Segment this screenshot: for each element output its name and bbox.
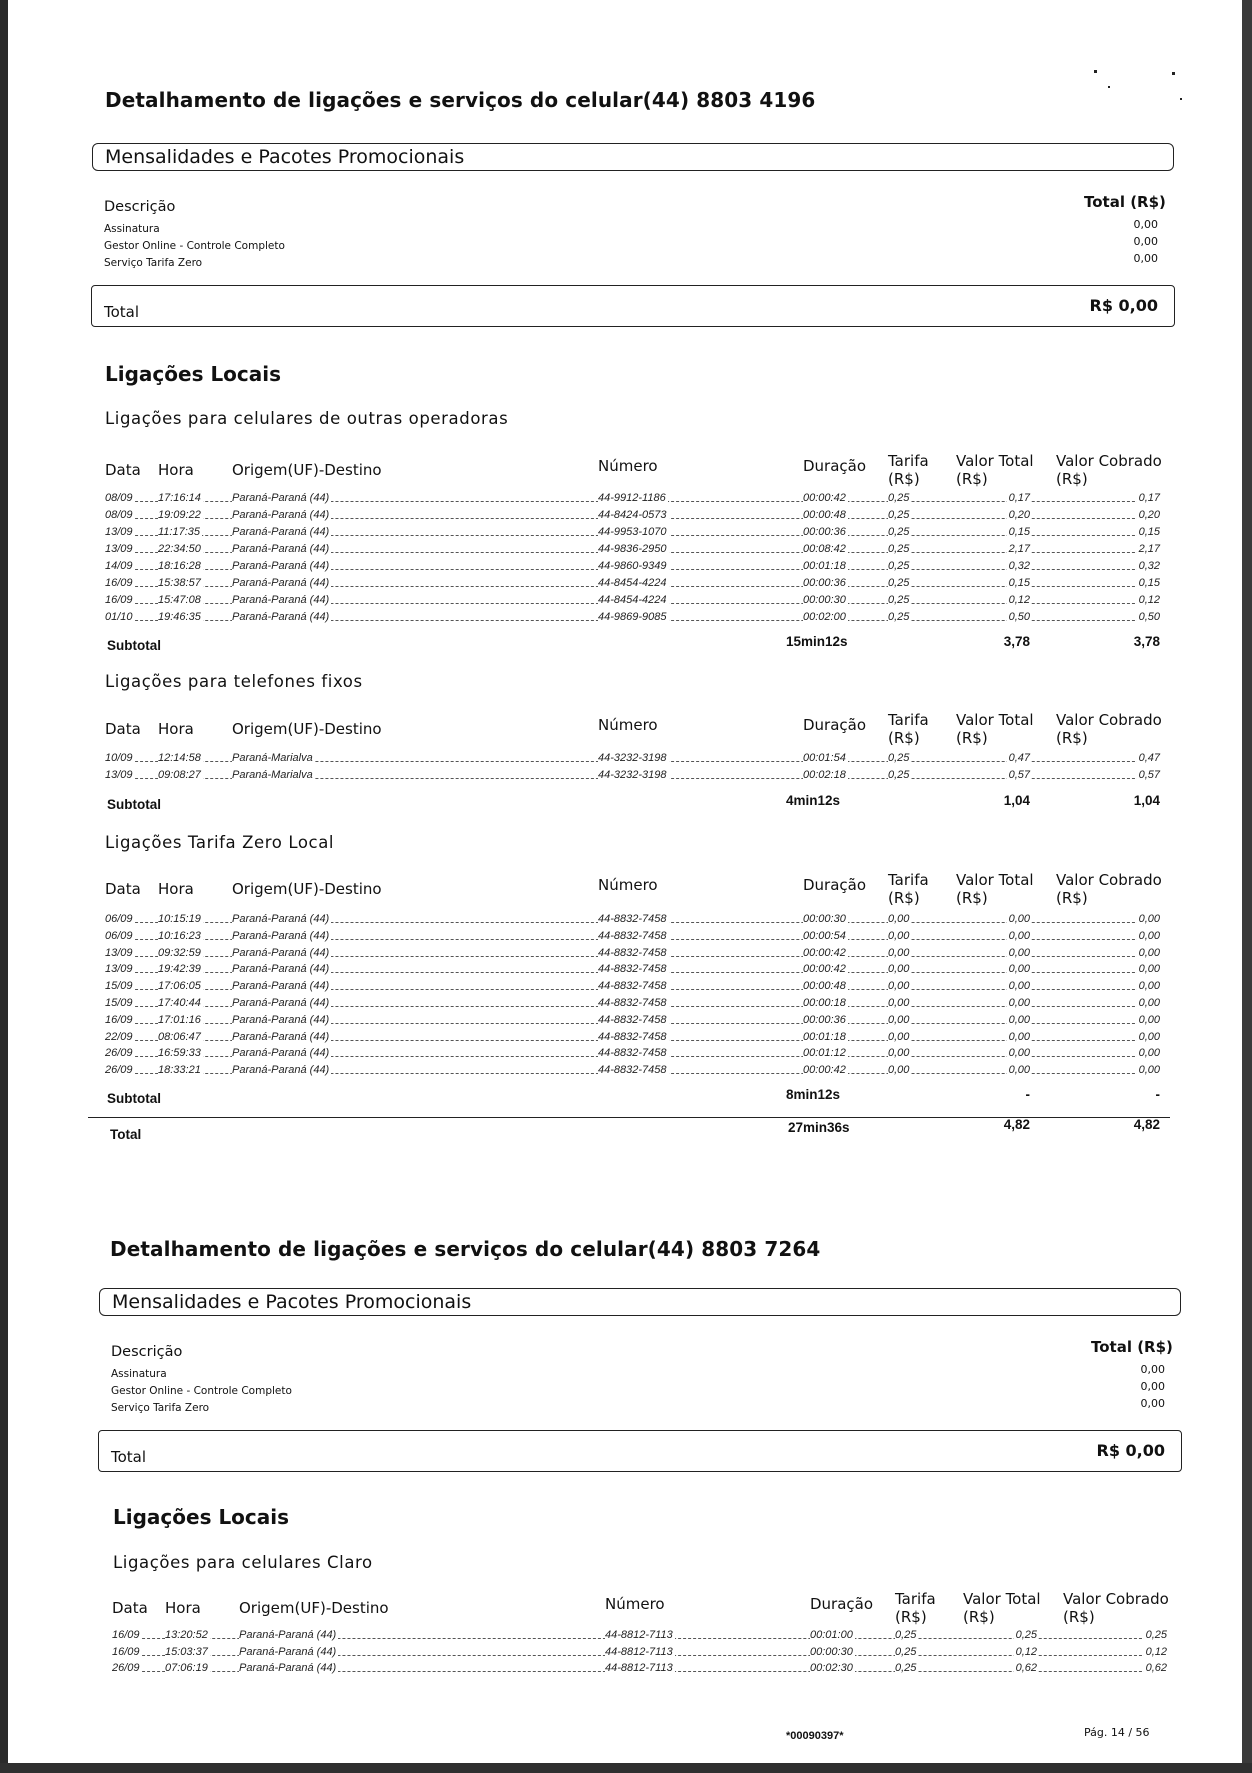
col-header-duracao: Duração bbox=[803, 457, 867, 475]
cell-origem: Paraná-Paraná (44) bbox=[232, 913, 330, 925]
cell-duracao: 00:00:48 bbox=[803, 509, 846, 521]
cell-numero: 44-8832-7458 bbox=[598, 946, 667, 959]
mensalidades-total-label: Total bbox=[104, 303, 140, 321]
cell-hora: 19:42:39 bbox=[158, 963, 201, 976]
cell-origem: Paraná-Marialva bbox=[232, 752, 313, 764]
group-title: Ligações Tarifa Zero Local bbox=[105, 833, 335, 852]
cell-valor-cobrado: 0,20 bbox=[1138, 509, 1160, 521]
ligacoes-locais-title: Ligações Locais bbox=[105, 362, 282, 386]
col-header-data: Data bbox=[105, 880, 141, 898]
cell-duracao: 00:01:12 bbox=[803, 1047, 846, 1060]
col-header-tarifa: Tarifa (R$) bbox=[888, 452, 929, 488]
col-header-hora: Hora bbox=[158, 461, 194, 479]
col-header-duracao: Duração bbox=[803, 716, 867, 734]
cell-data: 16/09 bbox=[105, 577, 133, 589]
cell-valor-cobrado: 0,17 bbox=[1138, 492, 1160, 504]
cell-duracao: 00:02:00 bbox=[803, 611, 846, 623]
col-header-origem: Origem(UF)-Destino bbox=[232, 880, 382, 898]
table-row bbox=[0, 611, 1252, 627]
cell-numero: 44-9953-1070 bbox=[598, 526, 667, 538]
cell-valor-cobrado: 0,00 bbox=[1138, 913, 1160, 925]
cell-valor-cobrado: 0,00 bbox=[1138, 1030, 1160, 1043]
cell-duracao: 00:00:30 bbox=[803, 594, 846, 606]
cell-valor-cobrado: 0,47 bbox=[1138, 752, 1160, 764]
cell-duracao: 00:00:36 bbox=[803, 577, 846, 589]
service-item-value: 0,00 bbox=[1133, 252, 1158, 265]
table-row bbox=[0, 980, 1252, 996]
cell-valor-cobrado: 0,57 bbox=[1138, 769, 1160, 781]
scan-speck bbox=[1094, 70, 1097, 73]
cell-valor-total: 0,00 bbox=[1008, 1030, 1030, 1043]
cell-tarifa: 0,25 bbox=[888, 526, 910, 538]
cell-duracao: 00:01:00 bbox=[810, 1629, 853, 1641]
table-row bbox=[0, 913, 1252, 929]
cell-valor-total: 0,47 bbox=[1008, 752, 1030, 764]
cell-valor-total: 0,00 bbox=[1008, 913, 1030, 925]
scan-speck bbox=[1172, 72, 1175, 75]
cell-numero: 44-8832-7458 bbox=[598, 929, 667, 942]
col-header-numero: Número bbox=[598, 716, 658, 734]
cell-valor-total: 0,32 bbox=[1008, 560, 1030, 572]
cell-tarifa: 0,25 bbox=[888, 611, 910, 623]
cell-duracao: 00:01:54 bbox=[803, 752, 846, 764]
table-row bbox=[0, 492, 1252, 508]
service-item: Gestor Online - Controle Completo bbox=[111, 1385, 292, 1397]
group-title: Ligações para celulares de outras operadoras bbox=[105, 409, 509, 428]
cell-origem: Paraná-Paraná (44) bbox=[232, 929, 330, 942]
cell-valor-cobrado: 0,00 bbox=[1138, 1047, 1160, 1060]
cell-valor-cobrado: 0,00 bbox=[1138, 980, 1160, 993]
col-header-valor-total: Valor Total (R$) bbox=[956, 711, 1034, 747]
cell-valor-total: 0,00 bbox=[1008, 946, 1030, 959]
table-row bbox=[0, 509, 1252, 525]
cell-hora: 12:14:58 bbox=[158, 752, 201, 764]
cell-data: 16/09 bbox=[105, 594, 133, 606]
cell-hora: 11:17:35 bbox=[158, 526, 201, 538]
col-header-valor-total: Valor Total (R$) bbox=[956, 871, 1034, 907]
cell-valor-total: 0,00 bbox=[1008, 997, 1030, 1009]
table-row bbox=[0, 560, 1252, 576]
cell-data: 26/09 bbox=[105, 1047, 133, 1060]
cell-origem: Paraná-Paraná (44) bbox=[232, 1030, 330, 1043]
cell-valor-cobrado: 0,12 bbox=[1145, 1645, 1167, 1658]
cell-data: 06/09 bbox=[105, 913, 133, 925]
descricao-label: Descrição bbox=[104, 199, 176, 215]
cell-hora: 22:34:50 bbox=[158, 543, 201, 555]
col-header-duracao: Duração bbox=[810, 1595, 874, 1613]
cell-numero: 44-8424-0573 bbox=[598, 509, 667, 521]
cell-data: 13/09 bbox=[105, 769, 133, 781]
cell-valor-total: 0,00 bbox=[1008, 980, 1030, 993]
subtotal-duracao: 15min12s bbox=[786, 634, 848, 649]
cell-hora: 17:06:05 bbox=[158, 980, 201, 993]
cell-valor-cobrado: 0,00 bbox=[1138, 946, 1160, 959]
cell-data: 06/09 bbox=[105, 929, 133, 942]
cell-origem: Paraná-Paraná (44) bbox=[232, 1047, 330, 1060]
cell-hora: 08:06:47 bbox=[158, 1030, 201, 1043]
cell-origem: Paraná-Paraná (44) bbox=[232, 963, 330, 976]
cell-data: 14/09 bbox=[105, 560, 133, 572]
table-row bbox=[0, 1064, 1252, 1080]
cell-valor-total: 0,20 bbox=[1008, 509, 1030, 521]
total-rs-label: Total (R$) bbox=[1084, 193, 1166, 211]
service-item: Serviço Tarifa Zero bbox=[104, 257, 203, 269]
table-row bbox=[0, 1031, 1252, 1047]
cell-data: 08/09 bbox=[105, 509, 133, 521]
col-header-valor-cobrado: Valor Cobrado (R$) bbox=[1056, 452, 1162, 488]
table-row bbox=[0, 1662, 1252, 1678]
cell-numero: 44-9836-2950 bbox=[598, 543, 667, 555]
cell-tarifa: 0,00 bbox=[888, 1047, 910, 1060]
cell-data: 13/09 bbox=[105, 543, 133, 555]
cell-duracao: 00:00:30 bbox=[810, 1645, 853, 1658]
table-row bbox=[0, 526, 1252, 542]
cell-tarifa: 0,25 bbox=[888, 594, 910, 606]
col-header-hora: Hora bbox=[158, 720, 194, 738]
service-item: Assinatura bbox=[111, 1368, 167, 1380]
scan-speck bbox=[1180, 98, 1182, 100]
cell-duracao: 00:00:18 bbox=[803, 997, 846, 1009]
cell-data: 26/09 bbox=[105, 1064, 133, 1077]
section-title: Detalhamento de ligações e serviços do celular(44) 8803 4196 bbox=[105, 88, 816, 112]
subtotal-valor-total: - bbox=[1025, 1087, 1030, 1102]
cell-data: 13/09 bbox=[105, 946, 133, 959]
cell-valor-cobrado: 0,15 bbox=[1138, 577, 1160, 589]
cell-hora: 15:03:37 bbox=[165, 1645, 208, 1658]
cell-data: 13/09 bbox=[105, 526, 133, 538]
cell-duracao: 00:00:36 bbox=[803, 1013, 846, 1026]
cell-valor-total: 0,12 bbox=[1015, 1645, 1037, 1658]
cell-numero: 44-8832-7458 bbox=[598, 980, 667, 993]
grand-total-label: Total bbox=[110, 1127, 142, 1142]
cell-origem: Paraná-Paraná (44) bbox=[232, 1064, 330, 1077]
cell-duracao: 00:01:18 bbox=[803, 560, 846, 572]
table-row bbox=[0, 947, 1252, 963]
table-row bbox=[0, 997, 1252, 1013]
cell-hora: 19:46:35 bbox=[158, 611, 201, 623]
cell-valor-total: 0,15 bbox=[1008, 526, 1030, 538]
cell-numero: 44-8832-7458 bbox=[598, 1030, 667, 1043]
cell-duracao: 00:00:54 bbox=[803, 929, 846, 942]
col-header-origem: Origem(UF)-Destino bbox=[232, 461, 382, 479]
cell-tarifa: 0,25 bbox=[888, 577, 910, 589]
cell-tarifa: 0,00 bbox=[888, 1013, 910, 1026]
subtotal-valor-total: 1,04 bbox=[1003, 793, 1030, 808]
mensalidades-header: Mensalidades e Pacotes Promocionais bbox=[112, 1291, 472, 1313]
cell-hora: 09:32:59 bbox=[158, 946, 201, 959]
cell-numero: 44-9869-9085 bbox=[598, 611, 667, 623]
cell-data: 26/09 bbox=[112, 1662, 140, 1674]
table-row bbox=[0, 930, 1252, 946]
table-row bbox=[0, 577, 1252, 593]
group-title: Ligações para celulares Claro bbox=[113, 1553, 373, 1572]
col-header-numero: Número bbox=[598, 457, 658, 475]
cell-origem: Paraná-Paraná (44) bbox=[232, 509, 330, 521]
col-header-data: Data bbox=[112, 1599, 148, 1617]
col-header-hora: Hora bbox=[165, 1599, 201, 1617]
cell-tarifa: 0,00 bbox=[888, 963, 910, 976]
table-row bbox=[0, 1646, 1252, 1662]
cell-data: 13/09 bbox=[105, 963, 133, 976]
cell-valor-total: 0,62 bbox=[1015, 1662, 1037, 1674]
col-header-numero: Número bbox=[598, 876, 658, 894]
cell-valor-total: 0,15 bbox=[1008, 577, 1030, 589]
cell-hora: 15:38:57 bbox=[158, 577, 201, 589]
col-header-tarifa: Tarifa (R$) bbox=[895, 1590, 936, 1626]
cell-tarifa: 0,00 bbox=[888, 980, 910, 993]
cell-valor-cobrado: 0,00 bbox=[1138, 1013, 1160, 1026]
cell-numero: 44-8832-7458 bbox=[598, 1013, 667, 1026]
cell-valor-cobrado: 0,62 bbox=[1145, 1662, 1167, 1674]
cell-numero: 44-8832-7458 bbox=[598, 963, 667, 976]
cell-valor-total: 0,25 bbox=[1015, 1629, 1037, 1641]
cell-hora: 07:06:19 bbox=[165, 1662, 208, 1674]
descricao-label: Descrição bbox=[111, 1344, 183, 1360]
cell-origem: Paraná-Marialva bbox=[232, 769, 313, 781]
cell-origem: Paraná-Paraná (44) bbox=[232, 543, 330, 555]
service-item: Serviço Tarifa Zero bbox=[111, 1402, 210, 1414]
cell-origem: Paraná-Paraná (44) bbox=[232, 980, 330, 993]
service-item-value: 0,00 bbox=[1140, 1363, 1165, 1376]
col-header-valor-total: Valor Total (R$) bbox=[956, 452, 1034, 488]
cell-valor-total: 0,57 bbox=[1008, 769, 1030, 781]
mensalidades-header-box bbox=[99, 1288, 1181, 1316]
cell-duracao: 00:08:42 bbox=[803, 543, 846, 555]
subtotal-label: Subtotal bbox=[107, 638, 161, 653]
table-row bbox=[0, 594, 1252, 610]
col-header-valor-total: Valor Total (R$) bbox=[963, 1590, 1041, 1626]
group-title: Ligações para telefones fixos bbox=[105, 672, 363, 691]
cell-hora: 18:33:21 bbox=[158, 1064, 201, 1077]
table-row bbox=[0, 963, 1252, 979]
cell-origem: Paraná-Paraná (44) bbox=[232, 594, 330, 606]
col-header-duracao: Duração bbox=[803, 876, 867, 894]
cell-data: 16/09 bbox=[112, 1629, 140, 1641]
table-row bbox=[0, 1047, 1252, 1063]
scan-edge-right bbox=[1242, 0, 1252, 1773]
cell-hora: 17:16:14 bbox=[158, 492, 201, 504]
cell-numero: 44-8832-7458 bbox=[598, 997, 667, 1009]
subtotal-valor-cobrado: - bbox=[1155, 1087, 1160, 1102]
cell-duracao: 00:02:30 bbox=[810, 1662, 853, 1674]
table-row bbox=[0, 1014, 1252, 1030]
cell-duracao: 00:01:18 bbox=[803, 1030, 846, 1043]
col-header-hora: Hora bbox=[158, 880, 194, 898]
cell-tarifa: 0,00 bbox=[888, 913, 910, 925]
cell-origem: Paraná-Paraná (44) bbox=[239, 1645, 337, 1658]
cell-numero: 44-3232-3198 bbox=[598, 769, 667, 781]
cell-duracao: 00:00:42 bbox=[803, 963, 846, 976]
cell-origem: Paraná-Paraná (44) bbox=[232, 1013, 330, 1026]
col-header-valor-cobrado: Valor Cobrado (R$) bbox=[1063, 1590, 1169, 1626]
service-item: Assinatura bbox=[104, 223, 160, 235]
scan-speck bbox=[1108, 86, 1110, 88]
col-header-data: Data bbox=[105, 461, 141, 479]
cell-tarifa: 0,25 bbox=[888, 509, 910, 521]
cell-valor-total: 0,00 bbox=[1008, 929, 1030, 942]
cell-numero: 44-8812-7113 bbox=[605, 1645, 673, 1658]
cell-valor-cobrado: 0,00 bbox=[1138, 1064, 1160, 1077]
cell-origem: Paraná-Paraná (44) bbox=[232, 611, 330, 623]
cell-tarifa: 0,00 bbox=[888, 1030, 910, 1043]
cell-origem: Paraná-Paraná (44) bbox=[232, 526, 330, 538]
cell-tarifa: 0,25 bbox=[888, 543, 910, 555]
cell-hora: 18:16:28 bbox=[158, 560, 201, 572]
cell-valor-cobrado: 0,00 bbox=[1138, 929, 1160, 942]
table-row bbox=[0, 769, 1252, 785]
total-rs-label: Total (R$) bbox=[1091, 1338, 1173, 1356]
cell-tarifa: 0,00 bbox=[888, 997, 910, 1009]
ligacoes-locais-title: Ligações Locais bbox=[113, 1505, 290, 1529]
cell-origem: Paraná-Paraná (44) bbox=[239, 1629, 337, 1641]
service-item-value: 0,00 bbox=[1133, 218, 1158, 231]
cell-valor-cobrado: 0,50 bbox=[1138, 611, 1160, 623]
cell-valor-total: 0,12 bbox=[1008, 594, 1030, 606]
cell-origem: Paraná-Paraná (44) bbox=[239, 1662, 337, 1674]
subtotal-valor-cobrado: 1,04 bbox=[1133, 793, 1160, 808]
cell-tarifa: 0,00 bbox=[888, 1064, 910, 1077]
mensalidades-total-value: R$ 0,00 bbox=[1096, 1441, 1165, 1460]
subtotal-label: Subtotal bbox=[107, 797, 161, 812]
cell-numero: 44-8454-4224 bbox=[598, 594, 667, 606]
cell-hora: 16:59:33 bbox=[158, 1047, 201, 1060]
cell-tarifa: 0,25 bbox=[888, 560, 910, 572]
cell-numero: 44-3232-3198 bbox=[598, 752, 667, 764]
cell-data: 16/09 bbox=[112, 1645, 140, 1658]
cell-hora: 19:09:22 bbox=[158, 509, 201, 521]
cell-valor-total: 0,50 bbox=[1008, 611, 1030, 623]
cell-valor-total: 0,00 bbox=[1008, 963, 1030, 976]
cell-valor-cobrado: 2,17 bbox=[1138, 543, 1160, 555]
scan-edge-bottom bbox=[0, 1763, 1252, 1773]
grand-total-valor-cobrado: 4,82 bbox=[1133, 1117, 1160, 1132]
cell-duracao: 00:00:48 bbox=[803, 980, 846, 993]
cell-hora: 17:40:44 bbox=[158, 997, 201, 1009]
service-item-value: 0,00 bbox=[1140, 1397, 1165, 1410]
cell-data: 10/09 bbox=[105, 752, 133, 764]
subtotal-duracao: 8min12s bbox=[786, 1087, 841, 1102]
cell-hora: 09:08:27 bbox=[158, 769, 201, 781]
document-barcode-code: *00090397* bbox=[786, 1730, 844, 1742]
cell-hora: 13:20:52 bbox=[165, 1629, 208, 1641]
cell-valor-cobrado: 0,12 bbox=[1138, 594, 1160, 606]
mensalidades-header-box bbox=[92, 143, 1174, 171]
cell-hora: 15:47:08 bbox=[158, 594, 201, 606]
cell-origem: Paraná-Paraná (44) bbox=[232, 946, 330, 959]
cell-numero: 44-8454-4224 bbox=[598, 577, 667, 589]
col-header-valor-cobrado: Valor Cobrado (R$) bbox=[1056, 711, 1162, 747]
col-header-data: Data bbox=[105, 720, 141, 738]
service-item: Gestor Online - Controle Completo bbox=[104, 240, 285, 252]
cell-valor-total: 2,17 bbox=[1008, 543, 1030, 555]
table-row bbox=[0, 752, 1252, 768]
cell-tarifa: 0,25 bbox=[895, 1629, 917, 1641]
cell-numero: 44-9860-9349 bbox=[598, 560, 667, 572]
cell-valor-total: 0,17 bbox=[1008, 492, 1030, 504]
table-row bbox=[0, 1629, 1252, 1645]
cell-tarifa: 0,25 bbox=[888, 752, 910, 764]
cell-valor-total: 0,00 bbox=[1008, 1013, 1030, 1026]
cell-data: 22/09 bbox=[105, 1030, 133, 1043]
grand-total-duracao: 27min36s bbox=[788, 1120, 850, 1135]
cell-valor-cobrado: 0,32 bbox=[1138, 560, 1160, 572]
page-number: Pág. 14 / 56 bbox=[1084, 1726, 1150, 1739]
col-header-origem: Origem(UF)-Destino bbox=[232, 720, 382, 738]
section-title: Detalhamento de ligações e serviços do celular(44) 8803 7264 bbox=[110, 1237, 821, 1261]
cell-data: 15/09 bbox=[105, 997, 133, 1009]
cell-numero: 44-9912-1186 bbox=[598, 492, 666, 504]
cell-origem: Paraná-Paraná (44) bbox=[232, 577, 330, 589]
cell-numero: 44-8832-7458 bbox=[598, 1064, 667, 1077]
cell-duracao: 00:00:42 bbox=[803, 1064, 846, 1077]
cell-data: 08/09 bbox=[105, 492, 133, 504]
col-header-origem: Origem(UF)-Destino bbox=[239, 1599, 389, 1617]
cell-valor-cobrado: 0,15 bbox=[1138, 526, 1160, 538]
mensalidades-total-box bbox=[91, 285, 1175, 327]
service-item-value: 0,00 bbox=[1133, 235, 1158, 248]
service-item-value: 0,00 bbox=[1140, 1380, 1165, 1393]
mensalidades-total-label: Total bbox=[111, 1448, 147, 1466]
cell-numero: 44-8812-7113 bbox=[605, 1629, 673, 1641]
cell-data: 16/09 bbox=[105, 1013, 133, 1026]
cell-duracao: 00:00:30 bbox=[803, 913, 846, 925]
col-header-valor-cobrado: Valor Cobrado (R$) bbox=[1056, 871, 1162, 907]
cell-duracao: 00:02:18 bbox=[803, 769, 846, 781]
col-header-tarifa: Tarifa (R$) bbox=[888, 871, 929, 907]
mensalidades-total-value: R$ 0,00 bbox=[1089, 296, 1158, 315]
cell-valor-total: 0,00 bbox=[1008, 1047, 1030, 1060]
subtotal-valor-cobrado: 3,78 bbox=[1133, 634, 1160, 649]
cell-tarifa: 0,25 bbox=[888, 769, 910, 781]
subtotal-valor-total: 3,78 bbox=[1003, 634, 1030, 649]
cell-data: 15/09 bbox=[105, 980, 133, 993]
cell-duracao: 00:00:42 bbox=[803, 492, 846, 504]
table-row bbox=[0, 543, 1252, 559]
col-header-numero: Número bbox=[605, 1595, 665, 1613]
cell-tarifa: 0,25 bbox=[895, 1645, 917, 1658]
cell-tarifa: 0,25 bbox=[888, 492, 910, 504]
subtotal-duracao: 4min12s bbox=[786, 793, 841, 808]
scan-edge-left bbox=[0, 0, 8, 1773]
cell-origem: Paraná-Paraná (44) bbox=[232, 560, 330, 572]
cell-origem: Paraná-Paraná (44) bbox=[232, 997, 330, 1009]
cell-numero: 44-8832-7458 bbox=[598, 1047, 667, 1060]
cell-data: 01/10 bbox=[105, 611, 133, 623]
cell-tarifa: 0,25 bbox=[895, 1662, 917, 1674]
cell-duracao: 00:00:42 bbox=[803, 946, 846, 959]
cell-numero: 44-8832-7458 bbox=[598, 913, 667, 925]
cell-hora: 17:01:16 bbox=[158, 1013, 201, 1026]
cell-duracao: 00:00:36 bbox=[803, 526, 846, 538]
mensalidades-header: Mensalidades e Pacotes Promocionais bbox=[105, 146, 465, 168]
cell-tarifa: 0,00 bbox=[888, 946, 910, 959]
subtotal-label: Subtotal bbox=[107, 1091, 161, 1106]
cell-valor-cobrado: 0,25 bbox=[1145, 1629, 1167, 1641]
cell-hora: 10:15:19 bbox=[158, 913, 201, 925]
cell-hora: 10:16:23 bbox=[158, 929, 201, 942]
cell-valor-cobrado: 0,00 bbox=[1138, 997, 1160, 1009]
col-header-tarifa: Tarifa (R$) bbox=[888, 711, 929, 747]
cell-valor-cobrado: 0,00 bbox=[1138, 963, 1160, 976]
cell-numero: 44-8812-7113 bbox=[605, 1662, 673, 1674]
cell-tarifa: 0,00 bbox=[888, 929, 910, 942]
cell-valor-total: 0,00 bbox=[1008, 1064, 1030, 1077]
cell-origem: Paraná-Paraná (44) bbox=[232, 492, 330, 504]
mensalidades-total-box bbox=[98, 1430, 1182, 1472]
grand-total-valor-total: 4,82 bbox=[1003, 1117, 1030, 1132]
